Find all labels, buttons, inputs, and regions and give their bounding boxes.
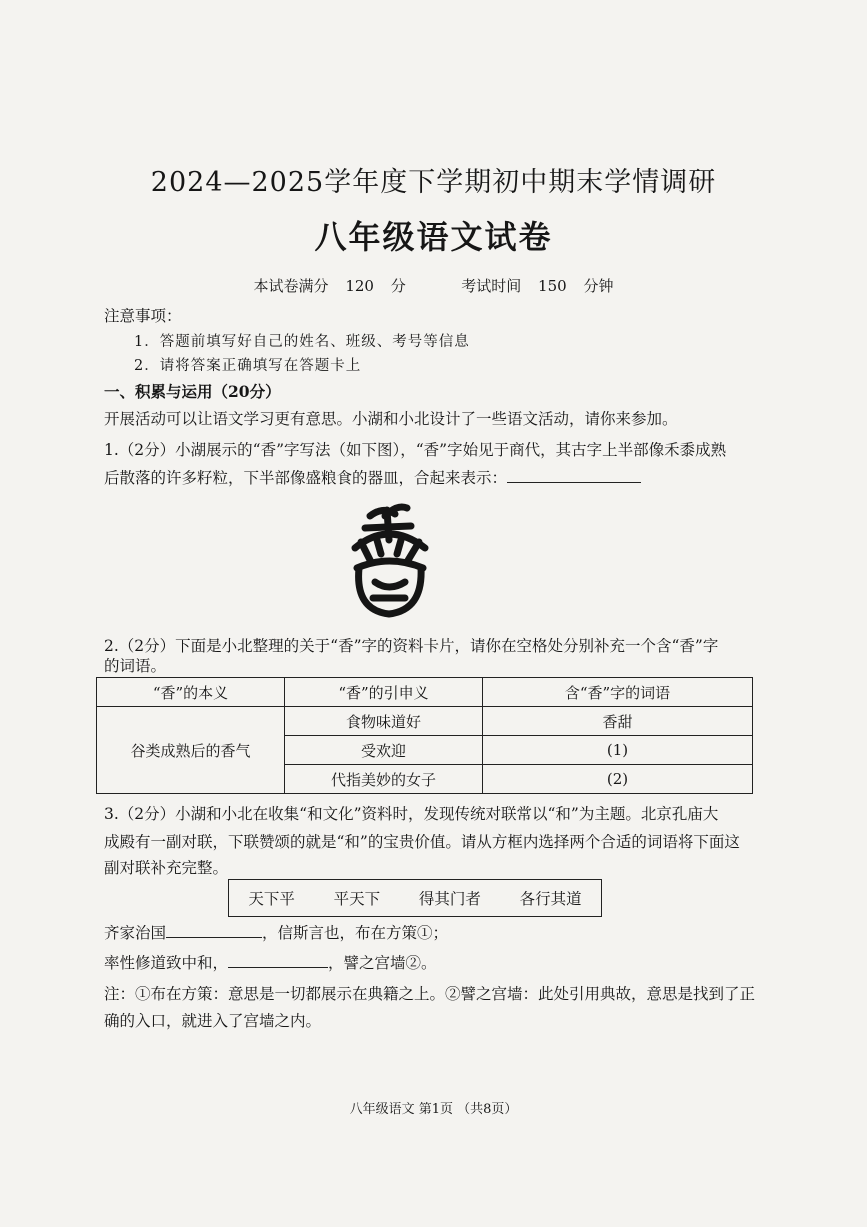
word-blank-cell-2[interactable]: (2) bbox=[483, 765, 753, 794]
exam-meta bbox=[0, 275, 867, 296]
couplet2-blank[interactable] bbox=[228, 953, 328, 968]
extended-meaning-cell: 食物味道好 bbox=[285, 707, 483, 736]
table-header-row bbox=[97, 678, 753, 707]
word-option[interactable]: 得其门者 bbox=[418, 890, 481, 908]
q3-note-line2: 确的入口，就进入了宫墙之内。 bbox=[104, 1012, 322, 1030]
q1-line1: 1.（2分）小湖展示的“香”字写法（如下图），“香”字始见于商代，其古字上半部像禾黍成熟 bbox=[104, 441, 727, 459]
couplet1-prefix: 齐家治国 bbox=[104, 924, 167, 942]
q3-line2: 成殿有一副对联，下联赞颂的就是“和”的宝贵价值。请从方框内选择两个合适的词语将下面这 bbox=[104, 833, 740, 851]
header-words: 含“香”字的词语 bbox=[483, 678, 753, 707]
header-base-meaning: “香”的本义 bbox=[97, 678, 285, 707]
section-intro: 开展活动可以让语文学习更有意思。小湖和小北设计了一些语文活动，请你来参加。 bbox=[104, 410, 678, 428]
word-option[interactable]: 天下平 bbox=[248, 890, 295, 908]
q1-answer-blank[interactable] bbox=[507, 468, 641, 483]
header-extended-meaning: “香”的引申义 bbox=[285, 678, 483, 707]
xiang-info-card bbox=[96, 677, 753, 794]
extended-meaning-cell: 代指美妙的女子 bbox=[285, 765, 483, 794]
q2-line2: 的词语。 bbox=[104, 657, 167, 675]
couplet-line-1 bbox=[104, 923, 448, 943]
word-options-box bbox=[228, 879, 602, 917]
word-blank-cell-1[interactable]: (1) bbox=[483, 736, 753, 765]
exam-score: 本试卷满分 120 分 bbox=[253, 277, 406, 295]
couplet-line-2 bbox=[104, 953, 437, 973]
couplet1-suffix: ，信斯言也，布在方策①； bbox=[262, 924, 449, 942]
notice-item-1: 1．答题前填写好自己的姓名、班级、考号等信息 bbox=[134, 334, 470, 350]
section-heading: 一、积累与运用（20分） bbox=[104, 382, 281, 401]
extended-meaning-cell: 受欢迎 bbox=[285, 736, 483, 765]
q3-line3: 副对联补充完整。 bbox=[104, 859, 229, 877]
word-cell: 香甜 bbox=[483, 707, 753, 736]
q2-line1: 2.（2分）下面是小北整理的关于“香”字的资料卡片，请你在空格处分别补充一个含“香”字 bbox=[104, 637, 719, 655]
couplet2-prefix: 率性修道致中和， bbox=[104, 954, 229, 972]
q3-note-line1: 注：①布在方策：意思是一切都展示在典籍之上。②譬之宫墙：此处引用典故，意思是找到了正 bbox=[104, 985, 756, 1003]
exam-time: 考试时间 150 分钟 bbox=[461, 277, 614, 295]
notice-item-2: 2．请将答案正确填写在答题卡上 bbox=[134, 358, 362, 374]
couplet1-blank[interactable] bbox=[166, 923, 262, 938]
notice-heading: 注意事项： bbox=[104, 307, 182, 325]
word-option[interactable]: 平天下 bbox=[333, 890, 381, 908]
word-option[interactable]: 各行其道 bbox=[519, 890, 582, 908]
exam-subtitle: 八年级语文试卷 bbox=[314, 218, 553, 256]
q1-line2 bbox=[104, 468, 641, 488]
table-row bbox=[97, 707, 753, 736]
couplet2-suffix: ，譬之宫墙②。 bbox=[328, 954, 437, 972]
q3-line1: 3.（2分）小湖和小北在收集“和文化”资料时，发现传统对联常以“和”为主题。北京孔庙大 bbox=[104, 805, 719, 823]
q1-line2-text: 后散落的许多籽粒，下半部像盛粮食的器皿，合起来表示： bbox=[104, 469, 508, 487]
base-meaning-cell: 谷类成熟后的香气 bbox=[97, 707, 285, 794]
ancient-xiang-character-icon bbox=[345, 502, 435, 620]
page-footer: 八年级语文 第1页 （共8页） bbox=[349, 1102, 518, 1117]
exam-title: 2024—2025学年度下学期初中期末学情调研 bbox=[150, 167, 717, 198]
